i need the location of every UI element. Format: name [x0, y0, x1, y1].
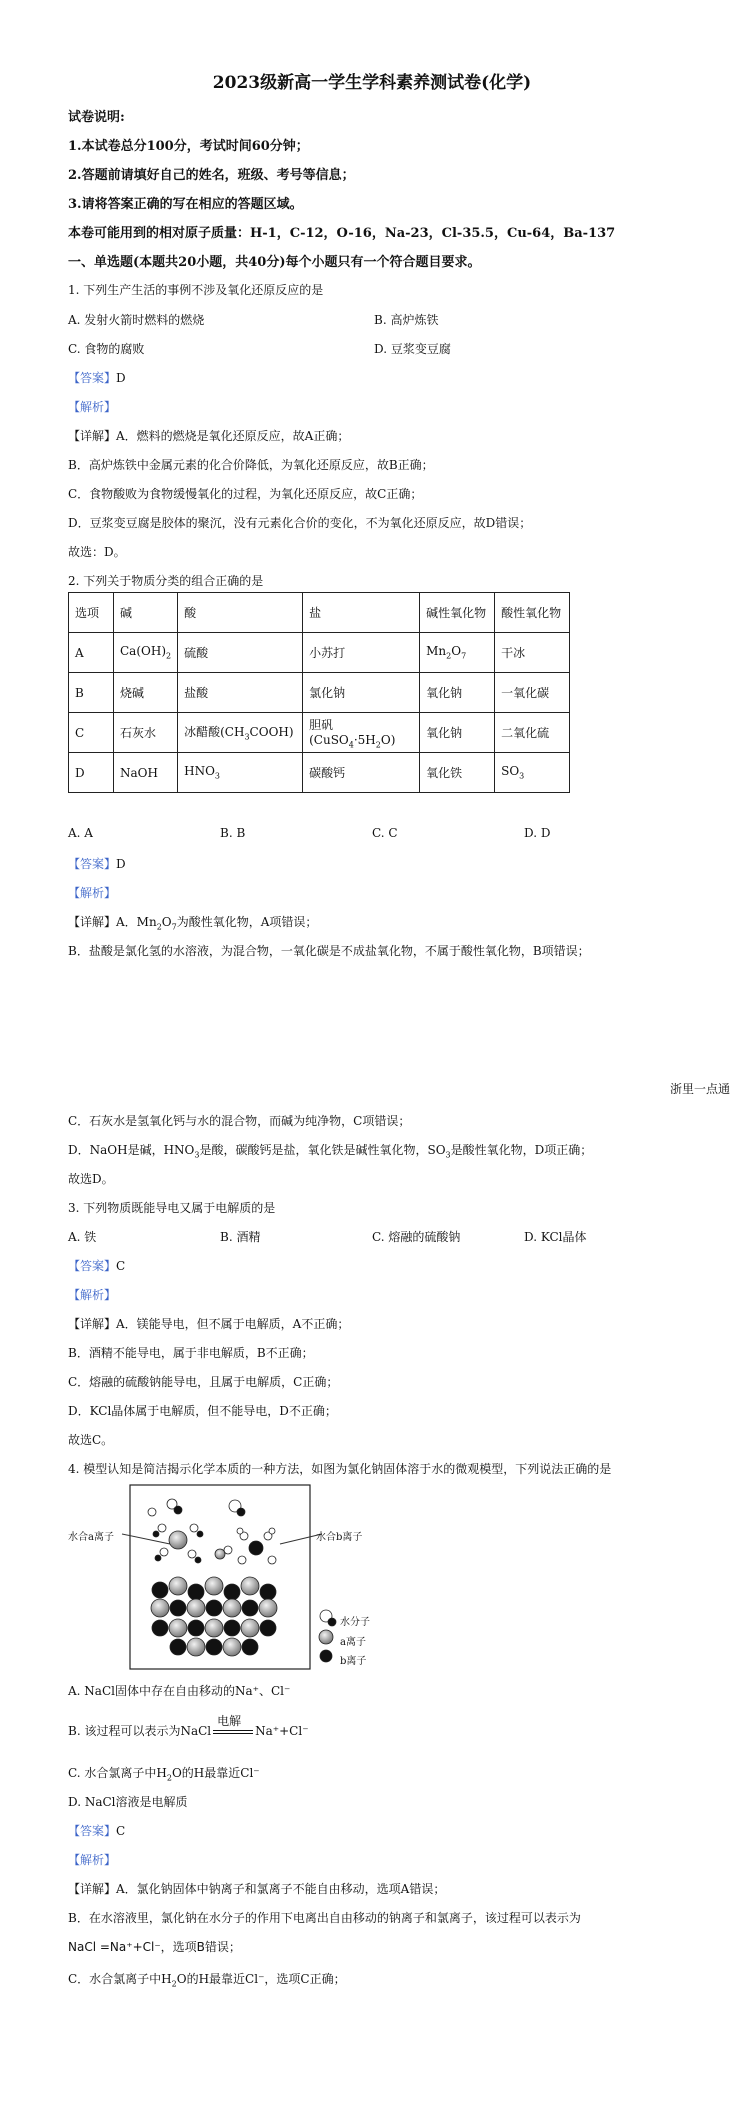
header-cell: 盐 [303, 593, 420, 633]
detail-line: 故选C。 [68, 1433, 114, 1447]
detail-line: 【详解】A．氯化钠固体中钠离子和氯离子不能自由移动，选项A错误； [68, 1882, 446, 1896]
answer: 【答案】D [68, 371, 126, 385]
option: A. NaCl固体中存在自由移动的Na⁺、Cl⁻ [68, 1684, 291, 1698]
watermark: 浙里一点通 [669, 1082, 730, 1096]
cell: 烧碱 [114, 673, 178, 713]
detail-line: 【详解】A．燃料的燃烧是氧化还原反应，故A正确； [68, 429, 350, 443]
cell: 硫酸 [178, 633, 303, 673]
analysis-label: 【解析】 [68, 1288, 117, 1302]
question-stem: 3. 下列物质既能导电又属于电解质的是 [68, 1201, 276, 1215]
cell: 氧化钠 [420, 713, 495, 753]
detail-line: B．在水溶液里，氯化钠在水分子的作用下电离出自由移动的钠离子和氯离子，该过程可以表示为 [68, 1911, 581, 1925]
option: C. 水合氯离子中$H_2O$的H最靠近Cl⁻ [68, 1766, 260, 1783]
cell: $SO_3$ [495, 753, 570, 793]
instructions-heading: 试卷说明: [68, 110, 125, 125]
cell: $Mn_2O_7$ [420, 633, 495, 673]
cell: 小苏打 [303, 633, 420, 673]
cell: A [69, 633, 114, 673]
option: C. C [372, 826, 398, 840]
detail-line: C．石灰水是氢氧化钙与水的混合物，而碱为纯净物，C项错误； [68, 1114, 411, 1128]
table-header-row [69, 593, 570, 633]
cell: 胆矾$(CuSO_4\cdot 5H_2O)$ [303, 713, 420, 753]
classification-table [68, 592, 570, 793]
cell: 盐酸 [178, 673, 303, 713]
detail-line: C．熔融的硫酸钠能导电，且属于电解质，C正确； [68, 1375, 339, 1389]
option: C. 熔融的硫酸钠 [372, 1230, 461, 1244]
option: D. NaCl溶液是电解质 [68, 1795, 188, 1809]
option: D. 豆浆变豆腐 [374, 342, 451, 356]
header-cell: 碱性氧化物 [420, 593, 495, 633]
detail-line: D．豆浆变豆腐是胶体的聚沉，没有元素化合价的变化，不为氧化还原反应，故D错误； [68, 516, 532, 530]
figure-label-b: 水合b离子 [316, 1532, 363, 1543]
cell: D [69, 753, 114, 793]
detail-line: D．KCl晶体属于电解质，但不能导电，D不正确； [68, 1404, 337, 1418]
header-cell: 碱 [114, 593, 178, 633]
table-row [69, 713, 570, 753]
question-stem: 2. 下列关于物质分类的组合正确的是 [68, 574, 264, 588]
detail-line: C．水合氯离子中$H_2O$的H最靠近Cl⁻，选项C正确； [68, 1972, 346, 1989]
table-row [69, 673, 570, 713]
option: B. 该过程可以表示为NaCl 电解 Na⁺+Cl⁻ [68, 1713, 309, 1738]
cell: NaOH [114, 753, 178, 793]
cell: $HNO_3$ [178, 753, 303, 793]
detail-line: B．酒精不能导电，属于非电解质，B不正确； [68, 1346, 314, 1360]
cell: 冰醋酸$(CH_3COOH)$ [178, 713, 303, 753]
option: A. A [68, 826, 93, 840]
header-cell: 酸性氧化物 [495, 593, 570, 633]
cell: 碳酸钙 [303, 753, 420, 793]
table-row [69, 633, 570, 673]
cell: 石灰水 [114, 713, 178, 753]
option: B. B [220, 826, 246, 840]
detail-line: 故选D。 [68, 1172, 114, 1186]
detail-line: 【详解】A．镁能导电，但不属于电解质，A不正确； [68, 1317, 350, 1331]
analysis-label: 【解析】 [68, 1853, 117, 1867]
section-title: 一、单选题(本题共20小题，共40分)每个小题只有一个符合题目要求。 [68, 255, 481, 270]
detail-line: 【详解】A．$Mn_2O_7$为酸性氧化物，A项错误； [68, 915, 318, 932]
instruction-item: 3.请将答案正确的写在相应的答题区域。 [68, 197, 303, 212]
cell: 二氧化硫 [495, 713, 570, 753]
figure-label-a: 水合a离子 [68, 1532, 114, 1543]
header-cell: 选项 [69, 593, 114, 633]
option: C. 食物的腐败 [68, 342, 145, 356]
legend-water: 水分子 [340, 1617, 370, 1628]
option: D. KCl晶体 [524, 1230, 587, 1244]
cell: 氧化铁 [420, 753, 495, 793]
detail-line: B．盐酸是氯化氢的水溶液，为混合物，一氧化碳是不成盐氧化物，不属于酸性氧化物，B项错误； [68, 944, 590, 958]
instruction-item: 1.本试卷总分100分，考试时间60分钟； [68, 139, 309, 154]
cell: 一氧化碳 [495, 673, 570, 713]
legend-a-ion: a离子 [340, 1637, 366, 1648]
header-cell: 酸 [178, 593, 303, 633]
cell: C [69, 713, 114, 753]
legend-b-ion: b离子 [340, 1656, 367, 1667]
electrolysis-condition: 电解 [217, 1713, 242, 1728]
detail-line: NaCl =Na⁺+Cl⁻，选项B错误； [68, 1940, 241, 1954]
detail-line: 故选：D。 [68, 545, 126, 559]
detail-line: B．高炉炼铁中金属元素的化合价降低，为氧化还原反应，故B正确； [68, 458, 434, 472]
analysis-label: 【解析】 [68, 886, 117, 900]
answer: 【答案】D [68, 857, 126, 871]
answer: 【答案】C [68, 1824, 126, 1838]
instruction-item: 2.答题前请填好自己的姓名，班级、考号等信息； [68, 168, 355, 183]
analysis-label: 【解析】 [68, 400, 117, 414]
option: A. 铁 [68, 1230, 97, 1244]
option: A. 发射火箭时燃料的燃烧 [68, 313, 205, 327]
option: B. 高炉炼铁 [374, 313, 439, 327]
table-row [69, 753, 570, 793]
cell: 氯化钠 [303, 673, 420, 713]
option: D. D [524, 826, 551, 840]
page-title: 2023级新高一学生学科素养测试卷(化学) [212, 73, 532, 93]
question-stem: 4. 模型认知是简洁揭示化学本质的一种方法，如图为氯化钠固体溶于水的微观模型，下列说法正确的是 [68, 1462, 612, 1476]
cell: 氧化钠 [420, 673, 495, 713]
option: B. 酒精 [220, 1230, 261, 1244]
atomic-mass-note: 本卷可能用到的相对原子质量：H-1，C-12，O-16，Na-23，Cl-35.5，Cu-64，Ba-137 [68, 226, 616, 241]
question-stem: 1. 下列生产生活的事例不涉及氧化还原反应的是 [68, 283, 324, 297]
detail-line: D．NaOH是碱，$HNO_3$是酸，碳酸钙是盐，氧化铁是碱性氧化物，$SO_3$是酸性氧化物，D项正确； [68, 1143, 593, 1160]
answer: 【答案】C [68, 1259, 126, 1273]
cell: $Ca(OH)_2$ [114, 633, 178, 673]
cell: B [69, 673, 114, 713]
cell: 干冰 [495, 633, 570, 673]
detail-line: C．食物酸败为食物缓慢氧化的过程，为氧化还原反应，故C正确； [68, 487, 423, 501]
